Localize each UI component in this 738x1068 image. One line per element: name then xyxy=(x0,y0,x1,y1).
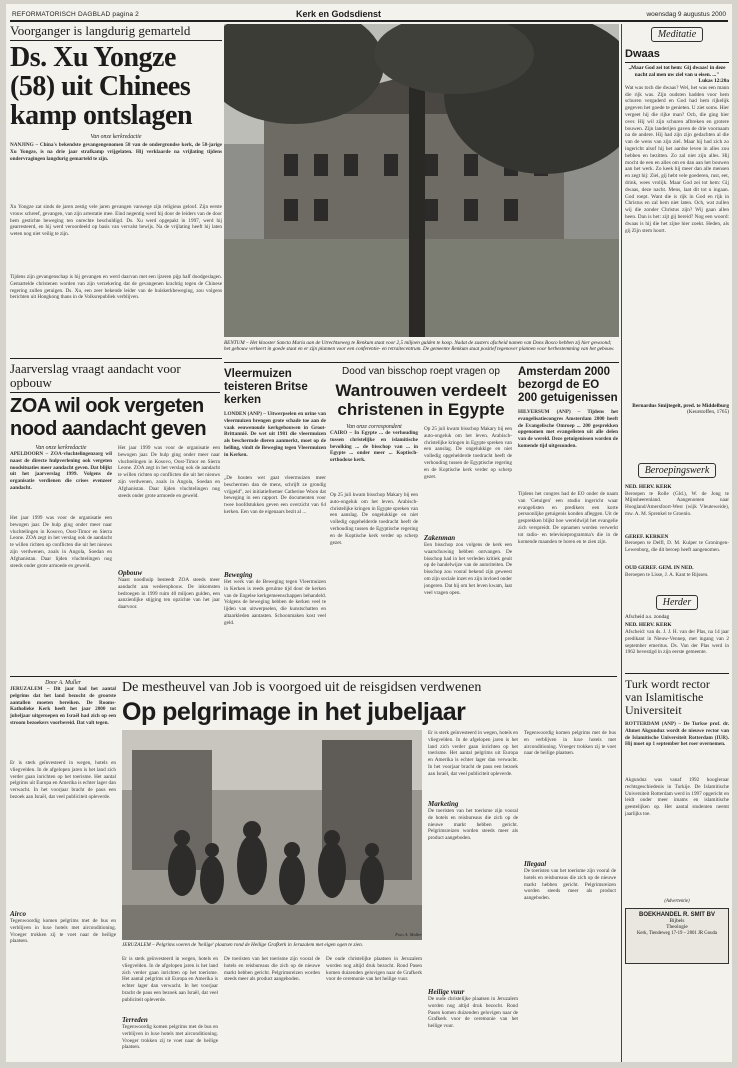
article-zoa xyxy=(10,362,220,665)
article-lead: APELDOORN – ZOA-vluchtelingenzorg wil naast de directe hulpverlening ook vergeten noodsituaties meer aandacht geven. Dat blijkt uit het jaarverslag 1999. Volgens de organisatie verdienen die crises evenzeer aandacht. xyxy=(10,451,112,491)
advertisement-line: Bijbels xyxy=(669,917,685,924)
meditatie-author-ref: (Keurstoffen, 1765) xyxy=(687,409,729,416)
beroepingswerk-column xyxy=(625,460,729,964)
advertisement-label: (Advertentie) xyxy=(664,898,690,904)
beroeping-section-text: Beroepen te Lisse, J. A. Kant te Rijssen. xyxy=(625,571,709,578)
photo-klooster-graphic xyxy=(224,24,619,337)
article-subhead: Opbouw xyxy=(118,569,143,577)
article-body: Een bisschop zou volgens de kerk een waarschuwing hebben ontvangen. De bisschop had in het verleden kritiek geuit op de handelwijze van de autoriteiten. De bisschop zou vooral bekend zijn geweest om zijn sociale inzet en zijn invloed onder jongeren. Dat hij om het leven kwam, laat veel vragen open. xyxy=(424,542,512,596)
article-body: Op 25 juli kwam bisschop Makary bij een auto-ongeluk om het leven. Arabisch-christelijke kringen in Egypte spreken van een aanslag. De ongelukkige en niet volledig opgehelderde toedracht heeft de verhouding tussen de Egyptische regering en de Koptische kerk verder op scherp gezet. xyxy=(330,492,418,546)
masthead-section: Kerk en Godsdienst xyxy=(296,9,382,19)
article-body: „De houten wet gaat vleermuizen meer beschermen dan de mens, schrijft ze grondig vrijgeld", zei initiatiefnemer Catherine Woon dat beweging in een rapport. De documenten voor twee hoofdstukken geven een overzicht van 64 kerken. Een van de eigenaars bezit al ... xyxy=(224,475,326,515)
article-body: Tegenwoordig komen pelgrims met de bus en verblijven in luxe hotels met airconditioning. Vroeger trokken zij te voet naar de heilige plaatsen. xyxy=(10,918,116,945)
article-pelgrimage-col1 xyxy=(10,680,116,1018)
article-lead: NANJING – China's bekendste gevangengenomen 58 van de ondergrondse kerk, de 58-jarige Xu Yongze, is na drie jaar strafkamp vrijgelaten. Hij verklaarde na vrijlating tijdens ondervragingen langdurig gemarteld te zijn. xyxy=(10,142,222,162)
article-subhead: Terreden xyxy=(122,1016,148,1024)
meditatie-ref: Lukas 12:20a xyxy=(698,78,729,85)
divider xyxy=(10,40,222,41)
meditatie-quote: „Maar God zei tot hem: Gij dwaas! in deze nacht zal men uw ziel van u eisen. ..." xyxy=(628,65,726,78)
article-headline: Wantrouwen verdeelt christenen in Egypte xyxy=(335,381,507,419)
article-lead: CAIRO – In Egypte ... de verhouding tussen christelijke en islamitische bevolking ... de bisschop van ... in Egypte ... onder meer ... Koptisch-orthodoxe kerk. xyxy=(330,430,418,464)
photo-pelgrims-graphic xyxy=(122,730,422,940)
photo-pelgrims xyxy=(122,730,422,940)
article-lead: LONDEN (ANP) – Uitwerpselen en urine van vleermuizen brengen grote schade toe aan de vaak eeuwenoude kerkgebouwen in Groot-Brittannië. De wet uit 1981 die vleermuizen als beschermde dieren aanmerkt, moet op de helling, vindt de Beweging tegen Vleermuizen in Kerken. xyxy=(224,411,326,458)
article-pelgrimage-col6 xyxy=(524,730,616,1058)
article-kicker: Voorganger is langdurig gemarteld xyxy=(10,23,191,38)
article-subhead: Airco xyxy=(10,910,26,918)
masthead-date: woensdag 9 augustus 2000 xyxy=(646,11,726,18)
meditatie-author: Bernardus Smijtegelt, pred. te Middelburg xyxy=(632,402,729,409)
article-body: Er is sterk geïnvesteerd in wegen, hotels en vliegvelden. In de afgelopen jaren is het land zich verder gaan inrichten op het toerisme. Het aantal pelgrims uit Europa en Amerika is echter lager dan verwacht. In het voorjaar bracht de paus een bezoek aan Israël, dat veel publiciteit opleverde. xyxy=(122,956,218,1003)
beroeping-section-title: NED. HERV. KERK xyxy=(625,484,672,490)
photo-caption: BENTUM – Het klooster Sancta Maria aan de Utrechtseweg te Renkum staat voor 2,5 miljoen gulden te koop. Nadat de zusters afscheid namen van Dons Bosco hebben zij hier gewoond; het gebouw verkeert in goede staat en er zijn plannen voor een conferentie- en retraitecentrum. De gemeente Renkum staat positief tegenover plannen voor herbestemming van het gebouw. xyxy=(224,340,615,353)
article-pelgrimage-head xyxy=(122,680,616,726)
article-subhead: Illegaal xyxy=(524,860,547,868)
article-body: Het jaar 1999 was voor de organisatie een bewogen jaar. De hulp ging onder meer naar vluchtelingen in Kosovo, Oost-Timor en Sierra Leone. ZOA zegt in het verslag ook de aandacht te willen richten op conflicten die uit het nieuws zijn verdwenen, zoals in Angola, Soedan en Afghanistan. Daar lijden vluchtelingen nog steeds onder grote armoede en geweld. xyxy=(118,445,220,499)
article-vleermuizen xyxy=(224,368,326,657)
article-body: Het werk van de Beweging tegen Vleermuizen in Kerken is reeds geruime tijd door de kerken van de Engelse kerkgemeenschappen behandeld. Volgens de beweging hebben de kerken veel te lijden van uitwerpselen, die kunstschatten en altaarkleden aantasten. Schoonmaken kost veel geld. xyxy=(224,579,326,626)
article-body: Er is sterk geïnvesteerd in wegen, hotels en vliegvelden. In de afgelopen jaren is het land zich verder gaan inrichten op het toerisme. Het aantal pelgrims uit Europa en Amerika is echter lager dan verwacht. In het voorjaar bracht de paus een bezoek aan Israël, dat veel publiciteit opleverde. xyxy=(10,760,116,800)
herder-title: NED. HERV. KERK xyxy=(625,622,672,629)
article-headline: ZOA wil ook vergeten nood aandacht geven xyxy=(10,395,207,440)
article-kicker: De mestheuvel van Job is voorgoed uit de reisgidsen verdwenen xyxy=(122,680,482,695)
article-headline: Amsterdam 2000 bezorgd de EO 200 getuigenissen xyxy=(518,366,618,404)
article-headline: Op pelgrimage in het jubeljaar xyxy=(122,698,466,726)
article-body: De oude christelijke plaatsen in Jeruzalem worden nog altijd druk bezocht. Rond Pasen komen duizenden gelovigen naar de Grafkerk voor de ceremonie van het heilige vuur. xyxy=(326,956,422,983)
article-body: Xu Yongze zat sinds de jaren zestig vele jaren gevangen vanwege zijn religieus geloof. Zijn eerste vrouw schreef, gevangen, van zijn arrestatie mee. Eind negentig werd hij door de leiders van de door hem gestichte beweging ten onrechte beschuldigd. Ds. Xu werd opgepakt in 1997, werd hij gearresteerd, en hij werd veroordeeld op basis van vervalst bewijs. Na de vrijlating heeft hij laten weten nog niet veilig te zijn. xyxy=(10,204,222,238)
article-body: De toeristen van het toerisme zijn vooral de hotels en reisbureaus die zich op de nieuwe markt hebben gericht. Pelgrimsreizen worden steeds meer als product aangeboden. xyxy=(224,956,320,983)
article-amsterdam-2000 xyxy=(518,366,618,701)
meditatie-body: Wat was toch die dwaas? Wel, het was een mann die rijk was. Zijn oudsten hadden voor hem schuren vergaderd en God had hem rijkelijk gegeven het goede te genieten. U ziet soms. Hier vergeet hij die rijke man? Och, die ging hier over. Hij wil zijn schuren afbreken en grotere bouwen. Zijn landerijen gaven de drie voornaam na de andere. Hij had zijn zijn gedachten al die van de wens van zijn ziel. Maar hij had zich zo ingericht alsof hij het aardse leven in alles zou hebben en bezitten. Zo zal niet zijn alles. Hij mocht de een en alles om en dan aan het bouwen aan het werk. Zo keek hij meer dan alle mensen en zegt hij: Ziel, gij hebt vele goederen, rust, eet, drink, wees vrolijk. Maar God zei tot hem: Gij dwaas, deze nacht. Mens, laat dit tot u ingaan. God roept. Want die is rijk in God en rijk in Christus en zal hem niet laten. Och, wat zullen wij die zonder Christus zijn? Wij gaan allen heen. Dan is het: zijt gij bereid? Nog een woord: dwaas is hij die het zijne hier zoekt. Heden, als gij Zijn stem hoort. xyxy=(625,84,729,234)
beroeping-section-title: GEREF. KERKEN xyxy=(625,533,669,540)
article-body: Er is sterk geïnvesteerd in wegen, hotels en vliegvelden. In de afgelopen jaren is het land zich verder gaan inrichten op het toerisme. Het aantal pelgrims uit Europa en Amerika is echter lager dan verwacht. In het voorjaar bracht de paus een bezoek aan Israël, dat veel publiciteit opleverde. xyxy=(428,730,518,777)
article-byline: Van onze correspondent xyxy=(346,424,402,430)
article-byline: Van onze kerkredactie xyxy=(35,445,87,451)
advertisement-name: BOEKHANDEL R. SMIT BV xyxy=(639,911,715,918)
article-body: Naast noodhulp besteedt ZOA steeds meer aandacht aan wederopbouw. De inkomsten bedroegen in 1999 ruim 40 miljoen gulden, een aanzienlijke stijging ten opzichte van het jaar daarvoor. xyxy=(118,577,220,611)
article-body: Tegenwoordig komen pelgrims met de bus en verblijven in luxe hotels met airconditioning. Vroeger trokken zij te voet naar de heilige plaatsen. xyxy=(122,1024,218,1051)
article-body: De toeristen van het toerisme zijn vooral de hotels en reisbureaus die zich op de nieuwe markt hebben gericht. Pelgrimsreizen worden steeds meer als product aangeboden. xyxy=(428,808,518,842)
article-pelgrimage-col3 xyxy=(224,956,320,1058)
article-subhead: Heilige vuur xyxy=(428,988,465,996)
herder-body: Afscheid: van ds. J. J. H. van der Plas, na 14 jaar predikant in Nieuw-Vennep, met ingang van 2 september emeritus. Ds. Van der Plas werd in 1962 bevestigd in zijn eerste gemeente. xyxy=(625,628,729,656)
beroeping-section-title: OUD GEREF. GEM. IN NED. xyxy=(625,565,694,572)
meditatie-title: Dwaas xyxy=(625,48,660,60)
article-lead: HILVERSUM (ANP) – Tijdens het evangelisatiecongres Amsterdam 2000 heeft de Evangelische Omroep ... 200 gesprekken opgenomen met evangelisten uit alle delen van de wereld. Deze getuigenissen worden de komende tijd uitgezonden. xyxy=(518,409,618,449)
article-body: Op 25 juli kwam bisschop Makary bij een auto-ongeluk om het leven. Arabisch-christelijke kringen in Egypte spreken van een aanslag. De ongelukkige en niet volledig opgehelderde toedracht heeft de verhouding tussen de Egyptische regering en de Koptische kerk verder op scherp gezet. xyxy=(424,426,512,480)
masthead-rule xyxy=(10,20,728,22)
advertisement-line: Kerk, Tiendeweg 17-19 – 2801 JR Gouda xyxy=(636,930,718,936)
article-pelgrimage-col2 xyxy=(122,956,218,1058)
masthead-paper-name: REFORMATORISCH DAGBLAD pagina 2 xyxy=(12,11,139,18)
beroeping-section-text: Beroepen te Delfl, D. M. Kuiper te Groningen-Lewenborg, die dit beroep heeft aangenomen. xyxy=(625,540,729,553)
article-pelgrimage-col5 xyxy=(428,730,518,1062)
herder-header: Herder xyxy=(656,595,699,610)
divider xyxy=(10,358,222,359)
photo-klooster xyxy=(224,24,619,337)
article-byline: Van onze kerkredactie xyxy=(90,134,142,140)
article-subhead: Beweging xyxy=(224,571,253,579)
newspaper-page xyxy=(6,4,732,1062)
advertisement[interactable] xyxy=(625,908,729,964)
column-separator xyxy=(621,24,622,1062)
meditatie-header: Meditatie xyxy=(651,27,703,42)
article-body: Het jaar 1999 was voor de organisatie een bewogen jaar. De hulp ging onder meer naar vluchtelingen in Kosovo, Oost-Timor en Sierra Leone. ZOA zegt in het verslag ook de aandacht te willen richten op conflicten die uit het nieuws zijn verdwenen, zoals in Angola, Soedan en Afghanistan. Daar lijden vluchtelingen nog steeds onder grote armoede en geweld. xyxy=(10,515,112,569)
beroeping-section-text: Beroepen te Rolle (Gld.), W. de Jong te Mijnsheerenland. Aangenomen naar Hoogland/Amersfoort-West (wijk Vleuteweide), mw. A. M. Sprenkel te Groenlo. xyxy=(625,490,729,517)
article-body: Tegenwoordig komen pelgrims met de bus en verblijven in luxe hotels met airconditioning. Vroeger trokken zij te voet naar de heilige plaatsen. xyxy=(524,730,616,757)
article-wantrouwen-col2 xyxy=(424,426,512,682)
beroepingswerk-header: Beroepingswerk xyxy=(638,463,717,478)
article-xu-yongze xyxy=(10,24,222,344)
article-kicker: Jaarverslag vraagt aandacht voor opbouw xyxy=(10,361,181,390)
meditatie-column xyxy=(625,24,729,416)
divider xyxy=(224,362,619,363)
photo-credit: Foto A. Muller xyxy=(395,932,422,937)
article-pelgrimage-col4 xyxy=(326,956,422,1058)
article-subhead: Marketing xyxy=(428,800,459,808)
divider xyxy=(10,392,220,393)
article-subhead: Zakenman xyxy=(424,534,456,542)
divider xyxy=(10,676,617,677)
article-kicker: Dood van bisschop roept vragen op xyxy=(342,366,500,377)
article-body: Akgunduz was vanaf 1992 hoogleraar rechtsgeschiedenis in Turkije. De Islamitische Universiteit Rotterdam werd in 1997 opgericht en leidt onder meer imams en islamitische geestelijken op. Het aantal studenten neemt jaarlijks toe. xyxy=(625,776,729,817)
article-body: Tijdens het congres had de EO onder de naam van 'Getuigen' een studio ingericht waar evangelisten en predikers een korte persoonlijke getuigenis konden afleggen. Uit de gesprekken blijkt hoe wereldwijd het evangelie zich verspreidt. De opnamen worden verwerkt tot radio- en televisieprogramma's die in de komende maanden te horen en te zien zijn. xyxy=(518,491,618,545)
article-lead: JERUZALEM – Dit jaar had het aantal pelgrims dat het land bezocht de grootste aantallen moeten bereiken. De Rooms-Katholieke Kerk heeft het jaar 2000 tot jubeljaar uitgeroepen en Israël had zich op een stroom bezoekers voorbereid. Dat valt tegen. xyxy=(10,686,116,726)
article-body: De oude christelijke plaatsen in Jeruzalem worden nog altijd druk bezocht. Rond Pasen komen duizenden gelovigen naar de Grafkerk voor de ceremonie van het heilige vuur. xyxy=(428,996,518,1030)
divider xyxy=(625,62,729,63)
article-headline: Turk wordt rector van Islamitische Universiteit xyxy=(625,676,710,717)
article-headline: Ds. Xu Yongze (58) uit Chinees kamp ontslagen xyxy=(10,42,193,131)
photo-caption: JERUZALEM – Pelgrims voeren de 'heilige' plaatsen rond de Heilige Grafkerk in Jeruzalem met eigen ogen te zien. xyxy=(122,942,363,948)
article-headline: Vleermuizen teisteren Britse kerken xyxy=(224,368,308,406)
article-body: Tijdens zijn gevangenschap is hij gevangen en werd daarvan met een ijzeren pijp half doodgeslagen. Gemartelde christenen worden van zijn verzekering dat de gevangenen krachtig tegen de Chinese regering zullen getuigen. Ds. Xu, een zeer bekende leider van de huiskerkbeweging, zou volgens berichten uit Hongkong thans in de Volksrepubliek verblijven. xyxy=(10,274,222,301)
article-lead: ROTTERDAM (ANP) – De Turkse prof. dr. Ahmet Akgunduz wordt de nieuwe rector van de Islamitische Universiteit Rotterdam (IUR). Hij moet op 1 september het roer overnemen. xyxy=(625,720,729,748)
article-byline: Door A. Muller xyxy=(45,680,81,686)
herder-text: Afscheid a.s. zondag xyxy=(625,613,670,620)
divider xyxy=(625,673,729,674)
advertisement-line: Theologie xyxy=(666,924,688,931)
article-body: De toeristen van het toerisme zijn vooral de hotels en reisbureaus die zich op de nieuwe markt hebben gericht. Pelgrimsreizen worden steeds meer als product aangeboden. xyxy=(524,868,616,902)
